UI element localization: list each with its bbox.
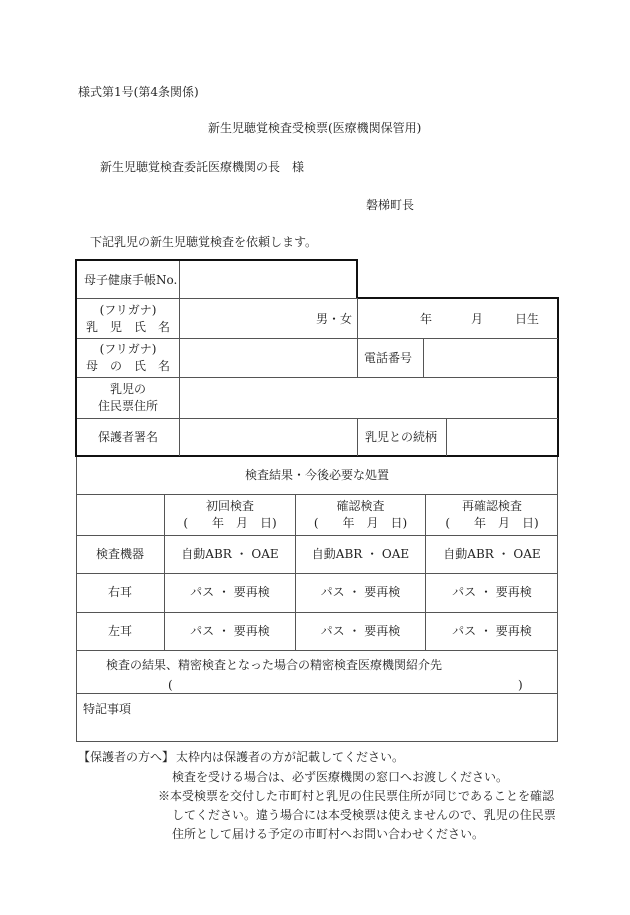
left-ear-confirm[interactable]: パス ・ 要再検 <box>320 623 401 638</box>
notes-line-3a: ※本受検票を交付した市町村と乳児の住民票住所が同じであることを確認 <box>158 789 555 803</box>
results-line-6 <box>76 693 558 694</box>
device-reconfirm[interactable]: 自動ABR ・ OAE <box>443 546 541 561</box>
address-label-2: 住民票住所 <box>97 399 158 413</box>
thick-top <box>75 259 358 261</box>
notes-label: 【保護者の方へ】 <box>78 750 175 764</box>
thick-step-horizontal <box>356 297 559 299</box>
relation-col-line-1 <box>357 418 358 456</box>
address-label-1: 乳児の <box>109 381 146 396</box>
referral-paren-open: ( <box>168 678 173 692</box>
form-number: 様式第1号(第4条関係) <box>78 85 199 99</box>
table-border-bottom <box>76 741 558 742</box>
sex-option[interactable]: 男・女 <box>316 312 353 326</box>
page-title: 新生児聴覚検査受検票(医療機関保管用) <box>208 121 422 135</box>
left-ear-initial[interactable]: パス ・ 要再検 <box>190 623 270 638</box>
results-line-5 <box>76 650 558 651</box>
row-line-1 <box>77 298 358 299</box>
referral-paren-close: ) <box>518 678 523 692</box>
right-ear-confirm[interactable]: パス ・ 要再検 <box>320 585 401 600</box>
left-ear-reconfirm[interactable]: パス ・ 要再検 <box>452 623 532 638</box>
row-label-device: 検査機器 <box>95 546 144 561</box>
device-initial[interactable]: 自動ABR ・ OAE <box>181 546 279 561</box>
notes-line-3b: してください。違う場合には本受検票は使えませんので、乳児の住民票 <box>172 808 556 822</box>
request-text: 下記乳児の新生児聴覚検査を依頼します。 <box>90 235 318 249</box>
mchb-label: 母子健康手帳No. <box>84 273 178 287</box>
addressee: 新生児聴覚検査委託医療機関の長 様 <box>100 160 305 174</box>
referral-label: 検査の結果、精密検査となった場合の精密検査医療機関紹介先 <box>106 658 443 672</box>
label-col-line <box>179 261 180 456</box>
col-confirm-test <box>296 495 425 535</box>
relation-col-line-2 <box>446 418 447 456</box>
right-ear-initial[interactable]: パス ・ 要再検 <box>190 585 270 600</box>
relation-label: 乳児との続柄 <box>365 430 438 444</box>
issuer: 磐梯町長 <box>366 198 415 212</box>
signature-label: 保護者署名 <box>97 429 158 444</box>
dob-day: 日生 <box>515 312 540 326</box>
mother-name-label: 母 の 氏 名 <box>85 359 170 373</box>
col-confirm-date: ( 年 月 日) <box>313 516 408 530</box>
col-reconfirm-date: ( 年 月 日) <box>445 516 539 530</box>
row-label-right-ear: 右耳 <box>107 585 132 600</box>
mother-kana-label: (フリガナ) <box>99 341 157 356</box>
notes-line-3c: 住所として届ける予定の市町村へお問い合わせください。 <box>172 827 485 841</box>
col-reconfirm-test <box>426 495 558 535</box>
col-confirm-name: 確認検査 <box>336 498 385 513</box>
notes-line-2: 検査を受ける場合は、必ず医療機関の窓口へお渡しください。 <box>172 770 509 784</box>
col-initial-date: ( 年 月 日) <box>183 516 277 530</box>
device-confirm[interactable]: 自動ABR ・ OAE <box>311 546 410 561</box>
results-header: 検査結果・今後必要な処置 <box>244 467 389 482</box>
infant-name-label: 乳 児 氏 名 <box>85 320 170 334</box>
infant-kana-label: (フリガナ) <box>99 302 157 317</box>
address-label-cell <box>77 378 179 418</box>
infant-name-label-cell <box>77 300 179 338</box>
phone-label: 電話番号 <box>364 351 413 365</box>
col-initial-test <box>165 495 295 535</box>
right-ear-reconfirm[interactable]: パス ・ 要再検 <box>452 585 532 600</box>
col-initial-name: 初回検査 <box>205 498 254 513</box>
dob-year: 年 <box>420 312 433 326</box>
row-label-left-ear: 左耳 <box>107 623 132 638</box>
col-reconfirm-name: 再確認検査 <box>461 498 522 513</box>
dob-col-line <box>357 299 358 378</box>
phone-col-line <box>423 339 424 378</box>
remarks-label: 特記事項 <box>83 702 132 716</box>
thick-step-vertical <box>356 259 358 299</box>
mother-name-label-cell <box>77 339 179 377</box>
notes-line-1: 太枠内は保護者の方が記載してください。 <box>176 750 405 764</box>
dob-month: 月 <box>471 312 484 326</box>
